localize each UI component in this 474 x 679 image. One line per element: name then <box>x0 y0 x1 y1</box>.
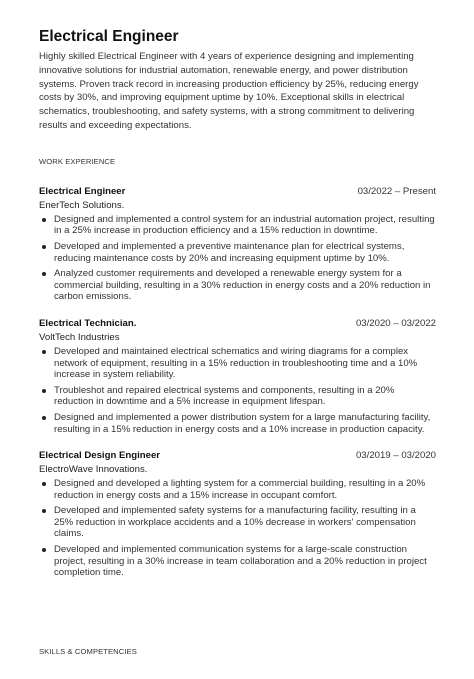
achievement-text: Developed and maintained electrical schematics and wiring diagrams for a complex network of equipment, resulting in a 15% reduction in troubleshooting time and a 10% increase in system reliability. <box>54 345 418 381</box>
job-title: Electrical Design Engineer <box>39 450 161 462</box>
achievement-text: Designed and implemented a control system for an industrial automation project, resulting in a 25% increase in production efficiency and a 15% reduction in downtime. <box>54 213 435 237</box>
job-header <box>39 318 436 331</box>
skills-heading: SKILLS & COMPETENCIES <box>39 647 137 656</box>
achievement-item <box>39 412 436 435</box>
work-experience-heading: WORK EXPERIENCE <box>39 156 116 166</box>
achievement-text: Designed and developed a lighting system for a commercial building, resulting in a 20% reduction in energy costs and a 15% increase in occupant comfort. <box>54 478 426 501</box>
job-header <box>39 450 436 463</box>
achievement-text: Developed and implemented a preventive maintenance plan for electrical systems, reducing maintenance costs by 20% and increasing equipment uptime by 10%. <box>54 240 405 264</box>
company-name: ElectroWave Innovations. <box>39 464 148 476</box>
job-dates: 03/2019 – 03/2020 <box>355 450 436 462</box>
bullet-icon <box>42 272 46 276</box>
achievement-item <box>39 385 436 408</box>
resume-title: Electrical Engineer <box>39 28 179 45</box>
job-entry <box>39 450 436 579</box>
achievement-item <box>39 478 436 501</box>
achievement-item <box>39 268 436 303</box>
bullet-icon <box>42 509 46 513</box>
job-title: Electrical Engineer <box>39 185 126 197</box>
job-title: Electrical Technician. <box>39 317 137 329</box>
achievement-list <box>39 478 436 579</box>
bullet-icon <box>42 350 46 354</box>
achievement-text: Developed and implemented communication systems for a large-scale construction project, resulting in a 30% increase in team collaboration and a 20% reduction in project completion time. <box>54 544 427 579</box>
achievement-item <box>39 505 436 540</box>
achievement-list <box>39 346 436 435</box>
achievement-item <box>39 346 436 381</box>
achievement-item <box>39 214 436 237</box>
bullet-icon <box>42 218 46 222</box>
job-entry <box>39 318 436 435</box>
bullet-icon <box>42 482 46 486</box>
achievement-text: Designed and implemented a power distribution system for a large manufacturing facility, resulting in a 15% reduction in energy costs and a 10% increase in production capacity. <box>54 411 431 435</box>
bullet-icon <box>42 548 46 552</box>
bullet-icon <box>42 389 46 393</box>
job-dates: 03/2020 – 03/2022 <box>355 317 436 329</box>
work-experience-list <box>39 186 436 579</box>
resume-page <box>39 28 436 594</box>
company-name: EnerTech Solutions. <box>39 199 125 211</box>
job-header <box>39 186 436 199</box>
achievement-text: Developed and implemented safety systems for a manufacturing facility, resulting in a 25% reduction in workplace accidents and a 10% decrease in workers' compensation claims. <box>54 505 416 540</box>
bullet-icon <box>42 416 46 420</box>
job-dates: 03/2022 – Present <box>357 185 436 197</box>
job-entry <box>39 186 436 303</box>
professional-summary: Highly skilled Electrical Engineer with 4 years of experience designing and implementing innovative solutions for industrial automation, renewable energy, and power distribution systems. Proven track record in increasing production efficiency by 25%, reducing energy costs by 30%, and improving equipment uptime by 10%. Exceptional skills in electrical schematics, troubleshooting, and safety systems, with a strong commitment to delivering results and exceeding expectations. <box>39 51 419 131</box>
company-name: VoltTech Industries <box>39 331 120 343</box>
achievement-item <box>39 544 436 579</box>
bullet-icon <box>42 245 46 249</box>
achievement-text: Analyzed customer requirements and developed a renewable energy system for a commercial building, resulting in a 30% reduction in energy costs and a 20% reduction in carbon emissions. <box>54 268 431 303</box>
achievement-item <box>39 241 436 264</box>
achievement-list <box>39 214 436 303</box>
achievement-text: Troubleshot and repaired electrical systems and components, resulting in a 20% reduction in downtime and a 5% increase in equipment lifespan. <box>54 384 395 408</box>
